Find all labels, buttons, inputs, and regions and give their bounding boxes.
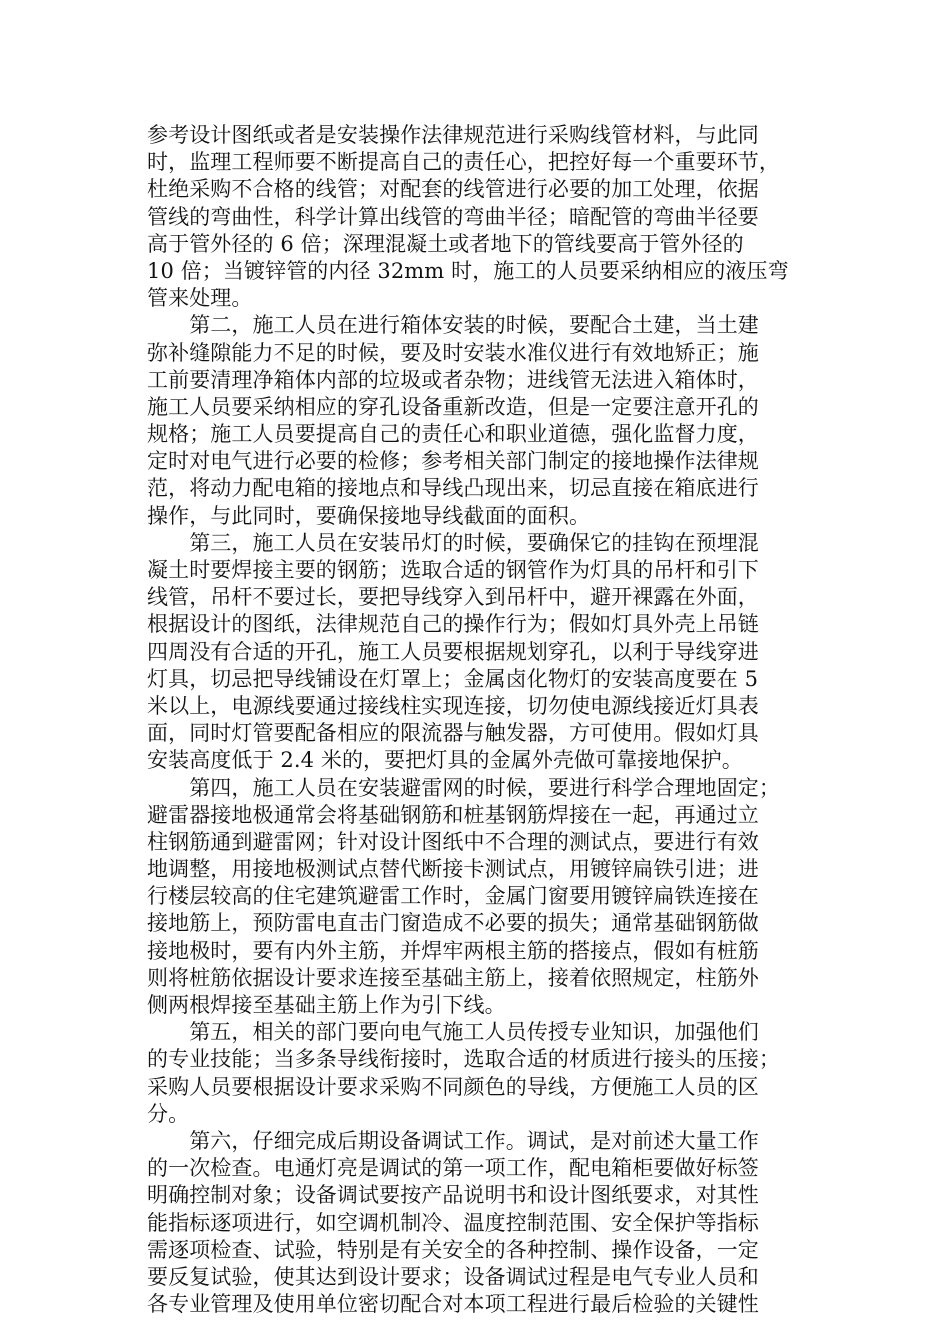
text-line: 米以上，电源线要通过接线柱实现连接，切勿使电源线接近灯具表 bbox=[147, 693, 759, 718]
text-line: 管线的弯曲性，科学计算出线管的弯曲半径；暗配管的弯曲半径要 bbox=[147, 204, 759, 229]
text-line: 四周没有合适的开孔，施工人员要根据规划穿孔，以利于导线穿进 bbox=[147, 639, 759, 664]
text-line: 能指标逐项进行，如空调机制冷、温度控制范围、安全保护等指标 bbox=[147, 1210, 759, 1235]
text-line: 高于管外径的 6 倍；深理混凝土或者地下的管线要高于管外径的 bbox=[147, 231, 744, 256]
text-line: 第二，施工人员在进行箱体安装的时候，要配合土建，当土建 bbox=[147, 313, 759, 338]
text-line: 灯具，切忌把导线铺设在灯罩上；金属卤化物灯的安装高度要在 5 bbox=[147, 666, 759, 691]
text-line: 10 倍；当镀锌管的内径 32mm 时，施工的人员要采纳相应的液压弯 bbox=[147, 258, 789, 283]
text-line: 需逐项检查、试验，特别是有关安全的各种控制、操作设备，一定 bbox=[147, 1237, 759, 1262]
text-line: 接地筋上，预防雷电直击门窗造成不必要的损失；通常基础钢筋做 bbox=[147, 911, 759, 936]
text-line: 工前要清理净箱体内部的垃圾或者杂物；进线管无法进入箱体时， bbox=[147, 367, 759, 392]
text-line: 根据设计的图纸，法律规范自己的操作行为；假如灯具外壳上吊链 bbox=[147, 612, 759, 637]
text-line: 定时对电气进行必要的检修；参考相关部门制定的接地操作法律规 bbox=[147, 449, 759, 474]
text-line: 的专业技能；当多条导线衔接时，选取合适的材质进行接头的压接； bbox=[147, 1047, 780, 1072]
text-line: 规格；施工人员要提高自己的责任心和职业道德，强化监督力度， bbox=[147, 422, 759, 447]
text-line: 采购人员要根据设计要求采购不同颜色的导线，方便施工人员的区 bbox=[147, 1074, 759, 1099]
text-line: 第三，施工人员在安装吊灯的时候，要确保它的挂钩在预埋混 bbox=[147, 530, 759, 555]
text-line: 避雷器接地极通常会将基础钢筋和桩基钢筋焊接在一起，再通过立 bbox=[147, 802, 759, 827]
text-line: 范，将动力配电箱的接地点和导线凸现出来，切忌直接在箱底进行 bbox=[147, 476, 759, 501]
text-line: 各专业管理及使用单位密切配合对本项工程进行最后检验的关键性 bbox=[147, 1292, 759, 1317]
text-line: 的一次检查。电通灯亮是调试的第一项工作，配电箱柜要做好标签 bbox=[147, 1156, 759, 1181]
document-body-text bbox=[147, 122, 807, 1318]
text-line: 要反复试验，使其达到设计要求；设备调试过程是电气专业人员和 bbox=[147, 1264, 759, 1289]
text-line: 第五，相关的部门要向电气施工人员传授专业知识，加强他们 bbox=[147, 1020, 759, 1045]
text-line: 则将桩筋依据设计要求连接至基础主筋上，接着依照规定，柱筋外 bbox=[147, 965, 759, 990]
text-line: 地调整，用接地极测试点替代断接卡测试点，用镀锌扁铁引进；进 bbox=[147, 857, 759, 882]
text-line: 面，同时灯管要配备相应的限流器与触发器，方可使用。假如灯具 bbox=[147, 721, 759, 746]
text-line: 第六，仔细完成后期设备调试工作。调试，是对前述大量工作 bbox=[147, 1128, 759, 1153]
text-line: 侧两根焊接至基础主筋上作为引下线。 bbox=[147, 993, 506, 1017]
text-line: 安装高度低于 2.4 米的，要把灯具的金属外壳做可靠接地保护。 bbox=[147, 748, 743, 773]
text-line: 接地极时，要有内外主筋，并焊牢两根主筋的搭接点，假如有桩筋 bbox=[147, 938, 759, 963]
text-line: 明确控制对象；设备调试要按产品说明书和设计图纸要求，对其性 bbox=[147, 1183, 759, 1208]
text-line: 施工人员要采纳相应的穿孔设备重新改造，但是一定要注意开孔的 bbox=[147, 394, 759, 419]
text-line: 时，监理工程师要不断提高自己的责任心，把控好每一个重要环节， bbox=[147, 150, 780, 175]
text-line: 参考设计图纸或者是安装操作法律规范进行采购线管材料，与此同 bbox=[147, 123, 759, 147]
text-line: 分。 bbox=[147, 1101, 190, 1126]
text-line: 柱钢筋通到避雷网；针对设计图纸中不合理的测试点，要进行有效 bbox=[147, 829, 759, 854]
text-line: 管来处理。 bbox=[147, 286, 253, 311]
text-line: 行楼层较高的住宅建筑避雷工作时，金属门窗要用镀锌扁铁连接在 bbox=[147, 884, 759, 909]
text-line: 操作，与此同时，要确保接地导线截面的面积。 bbox=[147, 503, 591, 528]
text-line: 弥补缝隙能力不足的时候，要及时安装水准仪进行有效地矫正；施 bbox=[147, 340, 759, 365]
text-line: 线管，吊杆不要过长，要把导线穿入到吊杆中，避开裸露在外面， bbox=[147, 585, 759, 610]
text-line: 杜绝采购不合格的线管；对配套的线管进行必要的加工处理，依据 bbox=[147, 177, 759, 202]
text-line: 第四，施工人员在安装避雷网的时候，要进行科学合理地固定； bbox=[147, 775, 780, 800]
text-line: 凝土时要焊接主要的钢筋；选取合适的钢管作为灯具的吊杆和引下 bbox=[147, 558, 759, 582]
